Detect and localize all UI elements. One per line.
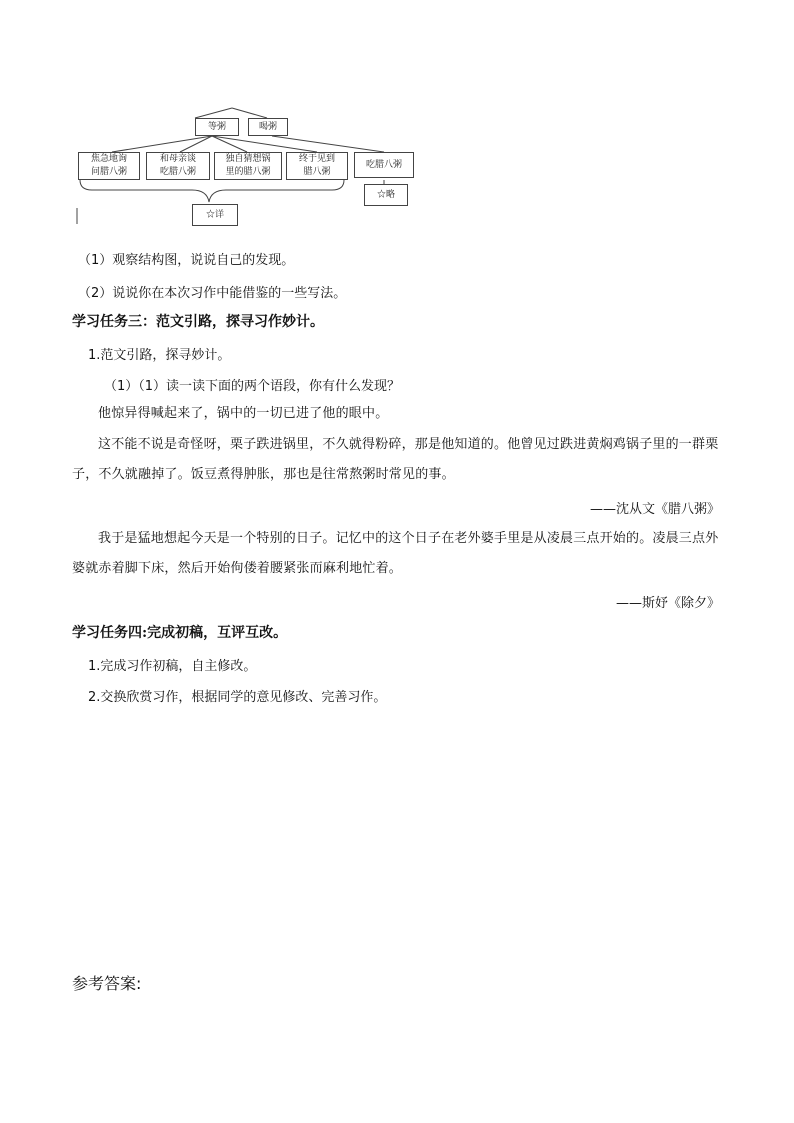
box-drinking-porridge <box>248 118 288 136</box>
box-drinking-label: 喝粥 <box>258 122 277 132</box>
box-waiting-label: 等粥 <box>207 122 226 132</box>
answer-heading: 参考答案: <box>72 974 142 993</box>
question-1: （1）观察结构图，说说自己的发现。 <box>78 253 295 268</box>
box-stage-4-label: 终于见到 腊八粥 <box>298 154 335 177</box>
box-stage-1-label: 焦急地询 问腊八粥 <box>90 154 127 177</box>
excerpt-paragraph-1: 他惊异得喊起来了，锅中的一切已进了他的眼中。 <box>98 406 389 421</box>
box-detail <box>192 204 238 226</box>
box-stage-2-label: 和母亲谈 吃腊八粥 <box>159 154 196 177</box>
box-stage-4 <box>286 152 348 180</box>
box-waiting-porridge <box>195 118 239 136</box>
box-stage-1 <box>78 152 140 180</box>
structure-diagram <box>72 100 422 230</box>
task4-item-2: 2.交换欣赏习作，根据同学的意见修改、完善习作。 <box>88 690 387 705</box>
excerpt-source-2: ——斯妤《除夕》 <box>615 596 720 611</box>
box-stage-5-label: 吃腊八粥 <box>365 160 402 170</box>
box-brief <box>364 184 408 206</box>
box-stage-3 <box>214 152 282 180</box>
box-stage-3-label: 独自猜想锅 里的腊八粥 <box>225 154 271 177</box>
task4-heading: 学习任务四:完成初稿，互评互改。 <box>72 625 288 641</box>
box-stage-5 <box>354 152 414 178</box>
excerpt-paragraph-2: 这不能不说是奇怪呀，栗子跌进锅里，不久就得粉碎，那是他知道的。他曾见过跌进黄焖鸡锅子里的一群栗子，不久就融掉了。饭豆煮得肿胀，那也是往常熬粥时常见的事。 <box>72 437 719 482</box>
box-brief-label: ☆略 <box>376 190 395 200</box>
excerpt-source-1: ——沈从文《腊八粥》 <box>589 502 720 517</box>
question-2: （2）说说你在本次习作中能借鉴的一些写法。 <box>78 286 347 301</box>
task3-item-1-sub: （1）（1）读一读下面的两个语段，你有什么发现？ <box>104 379 401 394</box>
task4-item-1: 1.完成习作初稿，自主修改。 <box>88 659 257 674</box>
task3-heading: 学习任务三：范文引路，探寻习作妙计。 <box>72 314 324 330</box>
task3-item-1: 1.范文引路，探寻妙计。 <box>88 348 231 363</box>
box-stage-2 <box>146 152 210 180</box>
box-detail-label: ☆详 <box>205 210 224 220</box>
excerpt-paragraph-3: 我于是猛地想起今天是一个特别的日子。记忆中的这个日子在老外婆手里是从凌晨三点开始的。凌晨三点外婆就赤着脚下床，然后开始佝偻着腰紧张而麻利地忙着。 <box>72 531 719 576</box>
